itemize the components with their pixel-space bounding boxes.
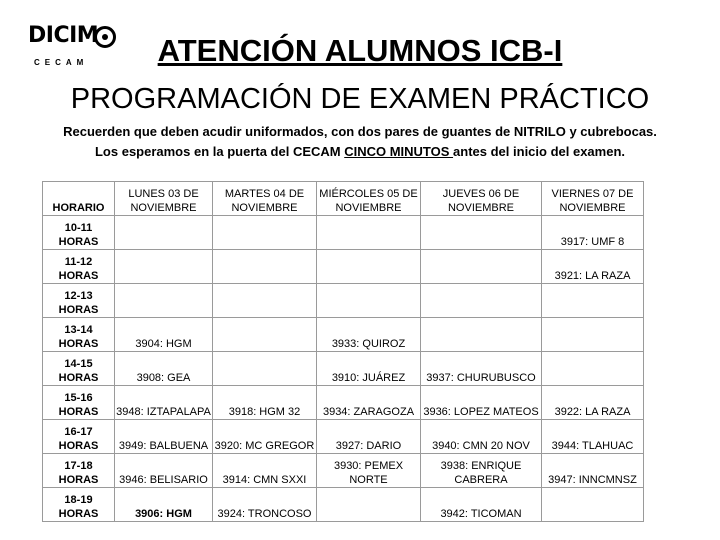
table-cell: 3947: INNCMNSZ [542,454,644,488]
table-cell: 3942: TICOMAN [421,488,542,522]
note-line-2 [0,143,720,161]
table-cell: 3927: DARIO [317,420,421,454]
note-line-2-post: antes del inicio del examen. [453,144,625,159]
table-cell: 3910: JUÁREZ [317,352,421,386]
table-cell: 3906: HGM [115,488,213,522]
table-cell [542,488,644,522]
time-cell: 18-19 HORAS [43,488,115,522]
table-cell [115,250,213,284]
table-row [43,216,644,250]
header-cell: MARTES 04 DE NOVIEMBRE [213,182,317,216]
table-cell [115,284,213,318]
header-cell: MIÉRCOLES 05 DE NOVIEMBRE [317,182,421,216]
table-cell: 3937: CHURUBUSCO [421,352,542,386]
table-cell: 3949: BALBUENA [115,420,213,454]
time-cell: 13-14 HORAS [43,318,115,352]
table-cell [213,352,317,386]
header-cell: VIERNES 07 DE NOVIEMBRE [542,182,644,216]
table-cell [542,318,644,352]
table-cell [542,284,644,318]
table-cell [421,216,542,250]
table-row [43,420,644,454]
table-cell [115,216,213,250]
table-cell [213,250,317,284]
note-line-2-emphasis: CINCO MINUTOS [344,144,454,159]
table-cell: 3948: IZTAPALAPA [115,386,213,420]
header-cell: LUNES 03 DE NOVIEMBRE [115,182,213,216]
table-row [43,318,644,352]
table-cell: 3917: UMF 8 [542,216,644,250]
table-cell: 3934: ZARAGOZA [317,386,421,420]
table-cell [421,250,542,284]
table-row [43,352,644,386]
time-cell: 10-11 HORAS [43,216,115,250]
time-cell: 14-15 HORAS [43,352,115,386]
table-cell: 3908: GEA [115,352,213,386]
table-cell: 3920: MC GREGOR [213,420,317,454]
table-row [43,488,644,522]
table-cell [317,488,421,522]
table-cell: 3938: ENRIQUE CABRERA [421,454,542,488]
header-cell: JUEVES 06 DE NOVIEMBRE [421,182,542,216]
table-cell: 3904: HGM [115,318,213,352]
logo-subtitle: CECAM [34,58,89,67]
time-cell: 12-13 HORAS [43,284,115,318]
table-cell: 3933: QUIROZ [317,318,421,352]
table-cell [317,250,421,284]
table-cell [213,318,317,352]
table-cell: 3940: CMN 20 NOV [421,420,542,454]
time-cell: 15-16 HORAS [43,386,115,420]
table-cell [213,284,317,318]
exam-schedule-table [42,181,644,522]
note-line-2-pre: Los esperamos en la puerta del CECAM [94,144,345,159]
table-cell [542,352,644,386]
table-cell: 3914: CMN SXXI [213,454,317,488]
table-row [43,386,644,420]
table-cell [213,216,317,250]
table-cell: 3922: LA RAZA [542,386,644,420]
table-cell [317,284,421,318]
time-cell: 17-18 HORAS [43,454,115,488]
table-header-row [43,182,644,216]
page-subtitle: PROGRAMACIÓN DE EXAMEN PRÁCTICO [70,83,650,115]
table-cell: 3946: BELISARIO [115,454,213,488]
table-row [43,454,644,488]
note-line-1: Recuerden que deben acudir uniformados, con dos pares de guantes de NITRILO y cubrebocas. [63,124,657,139]
table-cell: 3936: LOPEZ MATEOS [421,386,542,420]
time-cell: 16-17 HORAS [43,420,115,454]
header-cell: HORARIO [43,182,115,216]
table-cell [421,284,542,318]
table-cell: 3944: TLAHUAC [542,420,644,454]
table-row [43,250,644,284]
page-title: ATENCIÓN ALUMNOS ICB-I [157,33,563,68]
table-row [43,284,644,318]
logo-text: DICIM [28,23,99,48]
table-cell: 3921: LA RAZA [542,250,644,284]
table-cell [421,318,542,352]
table-cell: 3930: PEMEX NORTE [317,454,421,488]
table-cell: 3924: TRONCOSO [213,488,317,522]
time-cell: 11-12 HORAS [43,250,115,284]
table-cell: 3918: HGM 32 [213,386,317,420]
table-cell [317,216,421,250]
